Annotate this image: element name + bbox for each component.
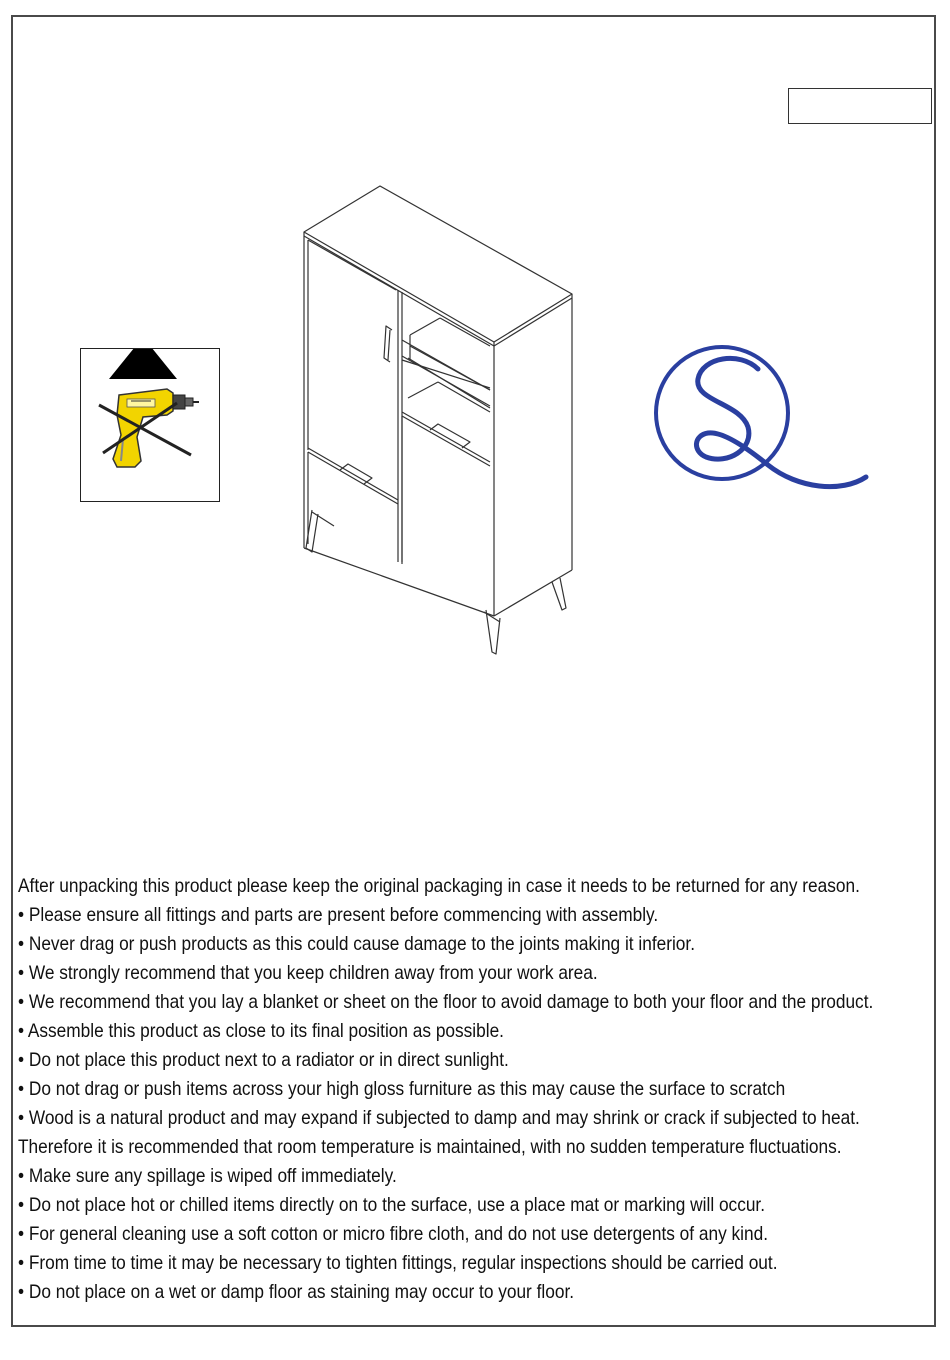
no-power-drill-icon xyxy=(81,349,218,500)
instruction-line: • Assemble this product as close to its final position as possible. xyxy=(18,1021,504,1042)
instruction-line: • Make sure any spillage is wiped off immediately. xyxy=(18,1166,397,1187)
instruction-line: • We strongly recommend that you keep children away from your work area. xyxy=(18,963,598,984)
instruction-line: After unpacking this product please keep the original packaging in case it needs to be returned for any reason. xyxy=(18,876,860,897)
warning-triangle-icon xyxy=(109,349,177,379)
instruction-line: Therefore it is recommended that room temperature is maintained, with no sudden temperature fluctuations. xyxy=(18,1137,842,1158)
instructions-text xyxy=(18,872,874,1307)
instruction-line: • For general cleaning use a soft cotton or micro fibre cloth, and do not use detergents of any kind. xyxy=(18,1224,768,1245)
product-code-box xyxy=(788,88,932,124)
instruction-line: • Do not drag or push items across your high gloss furniture as this may cause the surface to scratch xyxy=(18,1079,786,1100)
instruction-line: • Never drag or push products as this could cause damage to the joints making it inferior. xyxy=(18,934,696,955)
cabinet-illustration xyxy=(290,180,590,660)
instruction-line: • From time to time it may be necessary to tighten fittings, regular inspections should be carried out. xyxy=(18,1253,778,1274)
instruction-line: • Do not place this product next to a radiator or in direct sunlight. xyxy=(18,1050,509,1071)
instruction-line: • We recommend that you lay a blanket or sheet on the floor to avoid damage to both your floor and the product. xyxy=(18,992,874,1013)
instruction-line: • Do not place on a wet or damp floor as staining may occur to your floor. xyxy=(18,1282,575,1303)
no-power-drill-warning xyxy=(80,348,220,502)
instruction-line: • Do not place hot or chilled items directly on to the surface, use a place mat or marking will occur. xyxy=(18,1195,766,1216)
instruction-line: • Wood is a natural product and may expand if subjected to damp and may shrink or crack if subjected to heat. xyxy=(18,1108,860,1129)
brand-logo-icon xyxy=(650,343,872,493)
instruction-line: • Please ensure all fittings and parts are present before commencing with assembly. xyxy=(18,905,659,926)
